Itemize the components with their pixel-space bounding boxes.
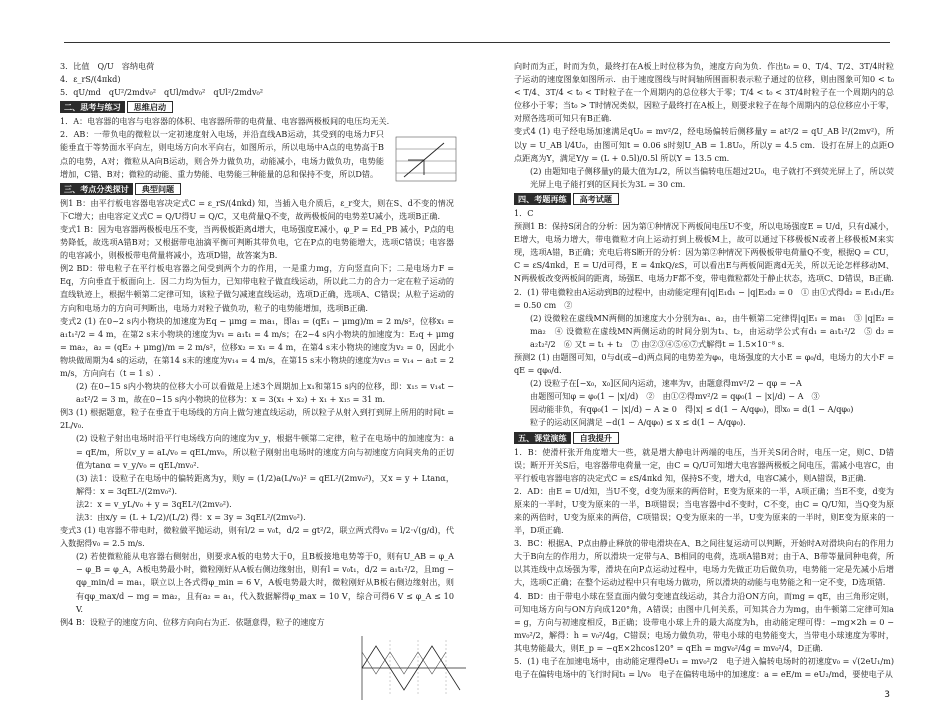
answer-paragraph: 变式2 (1) 在0~2 s内小物块的加速度为Eq − μmg = ma₁，即a₁ = (qE₁ − μmg)/m = 2 m/s²，位移x₁ = a₁t₁²/2 = 4 m，在第2 s末小物块的速度为v₁ = a₁t₁ = 4 m/s；在2~4 s内小物块的加速度为：E₂q + μmg = ma₂，a₂ = (qE₂ + μmg)/m = 2 m/s²，位移x₂ = x₁ = 4 m，在第4 s末小物块的速度为v₂ = 0，因此小物块做周期为4 s的运动，在第14 s末的速度为v₁₄ = 4 m/s，在第15 s末小物块的速度为v₁₅ = v₁₄ − a₂t = 2 m/s，方向向右（t = 1 s）. xyxy=(60,315,454,378)
answer-paragraph: 变式4 (1) 电子经电场加速满足qU₀ = mv²/2，经电场偏转后侧移量y = at²/2 = qU_AB l²/(2mv²)，所以y = U_AB l/4U₀，由图可知t = 0.06 s时刻U_AB = 1.8U₀，所以y = 4.5 cm．设打在屏上的点距O点距离为Y，满足Y/y = (L + 0.5l)/0.5l 所以Y = 13.5 cm. xyxy=(514,126,894,163)
answer-paragraph: 1．B：使滑杆张开角度增大一些，就是增大静电计两端的电压，当开关S闭合时，电压一定，则C、D错误；断开开关S后，电容器带电荷量一定，由C = Q/U可知增大电容器两极板之间电压，需减小电容C，由平行板电容器电容的决定式C = εS/4πkd 知，保持S不变，增大d，电容C减小，则A错误，B正确. xyxy=(514,446,894,483)
answer-paragraph: 法2：x = v_yL/v₀ + y = 3qEL²/(2mv₀²). xyxy=(76,498,232,509)
section-label: 五、课堂演练 xyxy=(514,432,571,444)
answer-paragraph: 例4 B：设粒子的速度方向、位移方向向右为正．依题意得，粒子的速度方 xyxy=(60,616,325,627)
answer-paragraph: 法3：由x/y = (L + L/2)/(L/2) 得：x = 3y = 3qEL²/(2mv₀²). xyxy=(76,512,306,522)
answer-paragraph: (3) 法1：设粒子在电场中的偏转距离为y，则y = (1/2)a(L/v₀)² = qEL²/(2mv₀²)，又x = y + Ltanα，解得：x = 3qEL²/(2mv₀²). xyxy=(76,472,454,496)
answer-paragraph: 变式1 B：因为电容器两极板电压不变，当两极板距离d增大，电场强度E减小，φ_P = Ed_PB 减小，P点的电势降低，故选项A错B对；又根据带电油滴平衡可判断其带负电，它在P点的电势能增大，选项C错误；电容器的电容减小，则极板带电荷量将减小，选项D错，故答案为B. xyxy=(60,223,454,261)
answer-line: 3．比值 Q/U 容纳电荷 xyxy=(60,61,155,71)
answer-paragraph: (2) 设粒子在[−x₀，x₀]区间内运动，速率为v，由题意得mv²/2 − qφ = −A xyxy=(530,378,802,389)
answer-line: 5．qU/md qU²/2mdv₀² qUl/mdv₀² qUl²/2mdv₀² xyxy=(60,87,264,98)
answer-paragraph: 3．BC：根据A、P点由静止释放的带电滑块在A、B之间往复运动可以判断，开始时A对滑块向右的作用力大于B向左的作用力，所以滑块一定带与A、B相同的电荷，选项A错B对；由于A、B带等量同种电荷，所以其连线中点场强为零，滑块在向P点运动过程中，电场力先做正功后做负功，电势能一定是先减小后增大，选项C正确；在整个运动过程中只有电场力做功，所以滑块的动能与电势能之和一定不变，D选项错. xyxy=(514,538,894,588)
answer-paragraph: 粒子的运动区间满足 −d(1 − A/qφ₀) ≤ x ≤ d(1 − A/qφ₀). xyxy=(530,417,746,428)
answer-paragraph: (2) 在0~15 s内小物块的位移大小可以看做是上述3个周期加上x₁和第15 s内的位移，即：x₁₅ = v₁₄t − a₂t²/2 = 3 m，故在0~15 s内小物块的位移为：x = 3(x₁ + x₂) + x₁ + x₁₅ = 31 m. xyxy=(76,381,454,405)
section-heading xyxy=(60,183,454,195)
top-rule xyxy=(64,42,890,43)
answer-paragraph: (2) 若使微粒能从电容器右侧射出，则要求A板的电势大于0，且B板接地电势等于0，则有U_AB = φ_A − φ_B = φ_A，A板电势最小时，微粒刚好从A板右侧边缘射出，则有l = v₀t₁，d/2 = a₁t₁²/2，且mg − qφ_min/d = ma₁，联立以上各式得φ_min = 6 V，A板电势最大时，微粒刚好从B板右侧边缘射出，则有qφ_max/d − mg = ma₂，且有a₂ = a₁，代入数据解得φ_max = 10 V，综合可得6 V ≤ φ_A ≤ 10 V. xyxy=(76,551,454,614)
page-number: 3 xyxy=(884,690,890,700)
answer-paragraph: 预测1 B：保持S闭合的分析：因为第①种情况下两板间电压U不变，所以电场强度E = U/d，只有d减小，E增大，电场力增大，带电微粒才向上运动打到上极板M上，故可以通过下移极板N或者上移极板M来实现，选项A错，B正确；充电后将S断开的分析：因为第②种情况下两极板带电荷量Q不变，根据Q = CU，C = εS/4πkd，E = U/d可得，E = 4πkQ/εS，可以看出E与两板间距离d无关，所以无论怎样移动M、N两极板改变两板间的距离，场强E、电场力F都不变，带电微粒都处于静止状态，选项C、D错误，B正确. xyxy=(514,221,894,284)
answer-paragraph: 1．A：电容器的电容与电容器的体积、电容器所带的电荷量、电容器两极板间的电压均无关. xyxy=(60,116,390,127)
section-tag: 自我提升 xyxy=(573,432,619,444)
answer-paragraph: 例3 (1) 根据题意，粒子在垂直于电场线的方向上做匀速直线运动，所以粒子从射入到打到屏上所用的时间t = 2L/v₀. xyxy=(60,407,454,431)
answer-paragraph: 2．AD：由E = U/d知，当U不变，d变为原来的两倍时，E变为原来的一半，A项正确；当E不变，d变为原来的一半时，U变为原来的一半，B项错误；当电容器中d不变时，C不变，由C = Q/U知，当Q变为原来的两倍时，U变为原来的两倍，C项错误；Q变为原来的一半，U变为原来的一半时，则E变为原来的一半，D项正确. xyxy=(514,485,894,536)
answer-paragraph: 变式3 (1) 电容器不带电时，微粒做平抛运动，则有l/2 = v₀t，d/2 = gt²/2，联立两式得v₀ = l/2·√(g/d)，代入数据得v₀ = 2.5 m/s. xyxy=(60,525,454,549)
field-diagram-figure xyxy=(394,135,458,183)
velocity-time-figure xyxy=(358,632,470,704)
answer-line: 4．ε_rS/(4πkd) xyxy=(60,74,121,85)
answer-paragraph: 向时而为正，时而为负，最终打在A板上时位移为负，速度方向为负．作出t₀ = 0、T/4、T/2、3T/4时粒子运动的速度图象如图所示．由于速度图线与时间轴所围面积表示粒子通过的位移，则由图象可知0 < t₀ < T/4、3T/4 < t₀ < T时粒子在一个周期内的总位移大于零；T/4 < t₀ < 3T/4时粒子在一个周期内的总位移小于零；当t₀ > T时情况类似，因粒子最终打在A板上，则要求粒子在每个周期内的总位移应小于零，对照各选项可知只有B正确. xyxy=(514,61,894,124)
answer-paragraph: 5．(1) 电子在加速电场中，由动能定理得eU₁ = mv₀²/2 电子进入偏转电场时的初速度v₀ = √(2eU₁/m) 电子在偏转电场中的飞行时间t₁ = l/v₀ 电子在偏转电场中的加速度：a = eE/m = eU₂/md，要使电子从 xyxy=(514,656,903,680)
answer-paragraph: 2．(1) 带电微粒由A运动到B的过程中，由动能定理有|q|E₁d₁ − |q|E₂d₂ = 0 ① 由①式得d₂ = E₁d₁/E₂ = 0.50 cm ② xyxy=(514,286,894,310)
section-label: 四、考题再练 xyxy=(514,193,571,205)
answer-paragraph: 例1 B：由平行板电容器电容决定式C = ε_rS/(4πkd) 知，当插入电介质后，ε_r变大，则在S、d不变的情况下C增大；由电容定义式C = Q/U得U = Q/C，又电荷量Q不变，故两极板间的电势差U减小，选项B正确. xyxy=(60,197,454,221)
answer-paragraph: 2．AB：一带负电的微粒以一定初速度射入电场，并沿直线AB运动，其受到的电场力F只能垂直于等势面水平向左，则电场方向水平向右，如图所示，所以电场中A点的电势高于B点的电势，A对；微粒从A向B运动，则合外力做负功，动能减小，电场力做负功，电势能增加，C错、B对；微粒的动能、重力势能、电势能三种能量的总和保持不变，所以D错。 xyxy=(60,129,384,179)
answer-paragraph: 例2 BD：带电粒子在平行板电容器之间受到两个力的作用，一是重力mg，方向竖直向下；二是电场力F = Eq，方向垂直于板面向上．因二力均为恒力，已知带电粒子做直线运动，所以此二力的合力一定在粒子运动的直线轨迹上，根据牛顿第二定律可知，该粒子做匀减速直线运动，选项D正确，选项A、C错误；从粒子运动的方向和电场力的方向可判断出，电场力对粒子做负功，粒子的电势能增加，选项B正确. xyxy=(60,263,454,313)
section-label: 二、思考与练习 xyxy=(60,101,125,113)
answer-line: 1．C xyxy=(514,207,534,218)
section-heading xyxy=(60,101,454,113)
answer-paragraph: (2) 由题知电子侧移量y的最大值为L/2，所以当偏转电压超过2U₀，电子就打不到荧光屏上了，所以荧光屏上电子能打到的区间长为3L = 30 cm. xyxy=(530,165,894,189)
section-heading xyxy=(514,432,894,444)
answer-paragraph: 预测2 (1) 由题图可知，0与d(或−d)两点间的电势差为φ₀，电场强度的大小E = φ₀/d，电场力的大小F = qE = qφ₀/d. xyxy=(514,351,894,376)
right-column xyxy=(514,60,903,705)
section-tag: 典型问题 xyxy=(135,183,181,195)
answer-paragraph: 因动能非负，有qφ₀(1 − |x|/d) − A ≥ 0 得|x| ≤ d(1 − A/qφ₀)，即x₀ = d(1 − A/qφ₀) xyxy=(530,404,854,415)
answer-paragraph: (2) 设粒子射出电场时沿平行电场线方向的速度为v_y，根据牛顿第二定律，粒子在电场中的加速度为：a = qE/m，所以v_y = aL/v₀ = qEL/mv₀，所以粒子刚射出电场时的速度方向与初速度方向间夹角的正切值为tanα = v_y/v₀ = qEL/mv₀². xyxy=(76,433,454,470)
answer-paragraph: 由题图可知φ = φ₀(1 − |x|/d) ② 由①②得mv²/2 = qφ₀(1 − |x|/d) − A ③ xyxy=(530,391,820,402)
section-tag: 高考试题 xyxy=(573,193,619,205)
answer-paragraph: (2) 设微粒在虚线MN两侧的加速度大小分别为a₁、a₂，由牛顿第二定律得|q|E₁ = ma₁ ③ |q|E₂ = ma₂ ④ 设微粒在虚线MN两侧运动的时间分别为t₁、t₂，由运动学公式有d₁ = a₁t₁²/2 ⑤ d₂ = a₂t₂²/2 ⑥ 又t = t₁ + t₂ ⑦ 由②③④⑤⑥⑦式解得t = 1.5×10⁻⁸ s. xyxy=(530,312,894,349)
answer-paragraph: 4．BD：由于带电小球在竖直面内做匀变速直线运动，其合力沿ON方向，而mg = qE，由三角形定则，可知电场方向与ON方向成120°角，A错误；由图中几何关系，可知其合力为mg，由牛顿第二定律可知a = g，方向与初速度相反，B正确；设带电小球上升的最大高度为h，由动能定理可得：−mg×2h = 0 − mv₀²/2，解得：h = v₀²/4g，C错误；电场力做负功，带电小球的电势能变大，当带电小球速度为零时，其电势能最大，则E_p = −qE×2hcos120° = qEh = mgv₀²/4g = mv₀²/4，D正确. xyxy=(514,590,894,653)
section-heading xyxy=(514,193,894,205)
section-label: 三、考点分类探讨 xyxy=(60,183,133,195)
section-tag: 思维启动 xyxy=(127,101,173,113)
